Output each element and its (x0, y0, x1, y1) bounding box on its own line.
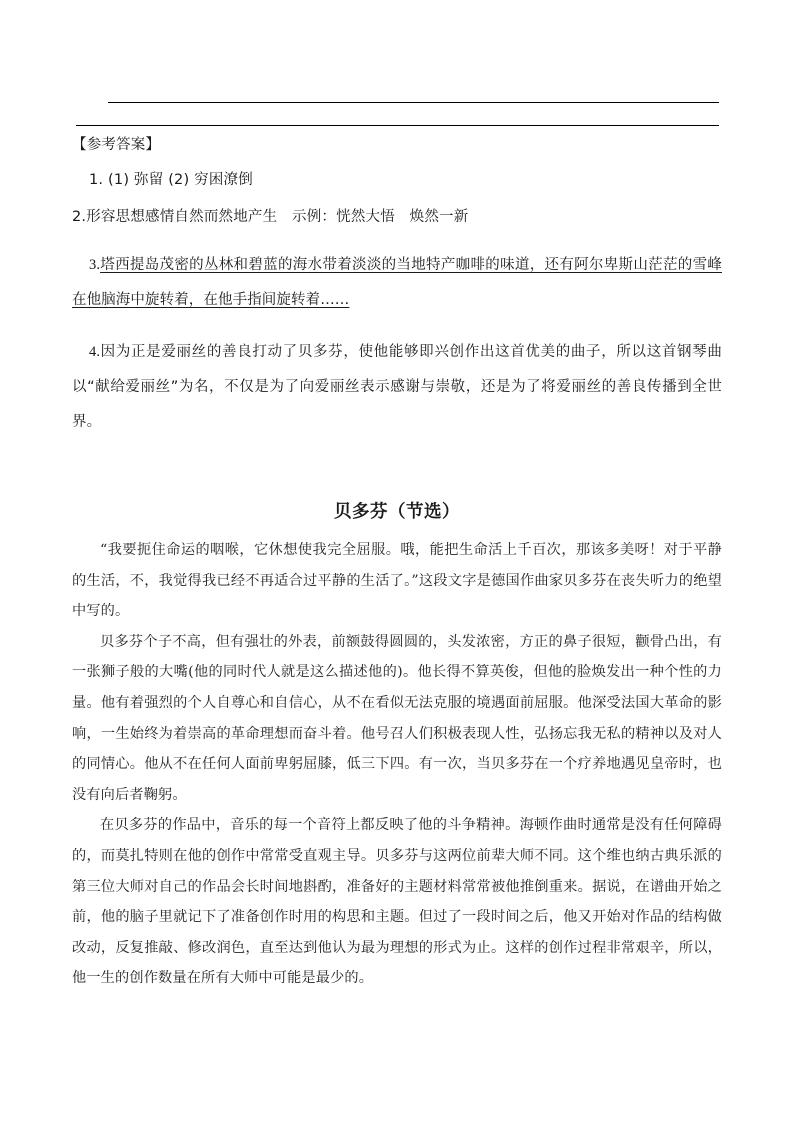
header-rule-top (108, 102, 719, 103)
article-paragraph-3: 在贝多芬的作品中，音乐的每一个音符上都反映了他的斗争精神。海顿作曲时通常是没有任何障碍的，而莫扎特则在他的创作中常常受直观主导。贝多芬与这两位前辈大师不同。这个维也纳古典乐派的第三位大师对自己的作品会长时间地斟酌，准备好的主题材料常常被他推倒重来。据说，在谱曲开始之前，他的脑子里就记下了准备创作时用的构思和主题。但过了一段时间之后，他又开始对作品的结构做改动，反复推敲、修改润色，直至达到他认为最为理想的形式为止。这样的创作过程非常艰辛，所以，他一生的创作数量在所有大师中可能是最少的。 (72, 817, 722, 987)
answer-item-1: 1. (1) 弥留 (2) 穷困潦倒 (89, 171, 253, 188)
article-section (72, 498, 722, 994)
answer-key-section (72, 138, 722, 440)
answer-item-3 (72, 248, 722, 318)
header-rule-bottom (76, 125, 719, 126)
answer-item-2: 2.形容思想感情自然而然地产生 示例：恍然大悟 焕然一新 (72, 209, 469, 225)
answer-item-4-text: 因为正是爱丽丝的善良打动了贝多芬，使他能够即兴创作出这首优美的曲子，所以这首钢琴曲以“献给爱丽丝”为名，不仅是为了向爱丽丝表示感谢与崇敬，还是为了将爱丽丝的善良传播到全世界。 (72, 343, 722, 430)
answer-item-3-number: 3. (89, 256, 101, 273)
answer-item-3-text: 塔西提岛茂密的丛林和碧蓝的海水带着淡淡的当地特产咖啡的味道，还有阿尔卑斯山茫茫的雪峰在他脑海中旋转着，在他手指间旋转着…… (72, 256, 722, 308)
answer-item-4-number: 4. (89, 343, 101, 360)
answer-spacer (72, 318, 722, 335)
article-paragraph-1: “我要扼住命运的咽喉，它休想使我完全屈服。哦，能把生命活上千百次，那该多美呀！对于平静的生活，不，我觉得我已经不再适合过平静的生活了。”这段文字是德国作曲家贝多芬在丧失听力的绝望中写的。 (72, 542, 722, 620)
article-paragraph-2: 贝多芬个子不高，但有强壮的外表，前额鼓得圆圆的，头发浓密，方正的鼻子很短，颧骨凸出，有一张狮子般的大嘴(他的同时代人就是这么描述他的)。他长得不算英俊，但他的脸焕发出一种个性的力量。他有着强烈的个人自尊心和自信心，从不在看似无法克服的境遇面前屈服。他深受法国大革命的影响，一生始终为着崇高的革命理想而奋斗着。他号召人们积极表现人性，弘扬忘我无私的精神以及对人的同情心。他从不在任何人面前卑躬屈膝，低三下四。有一次，当贝多芬在一个疗养地遇见皇帝时，也没有向后者鞠躬。 (72, 633, 722, 803)
answer-key-heading: 【参考答案】 (72, 137, 161, 153)
article-title: 贝多芬（节选） (334, 502, 460, 522)
answer-item-4 (72, 335, 722, 440)
